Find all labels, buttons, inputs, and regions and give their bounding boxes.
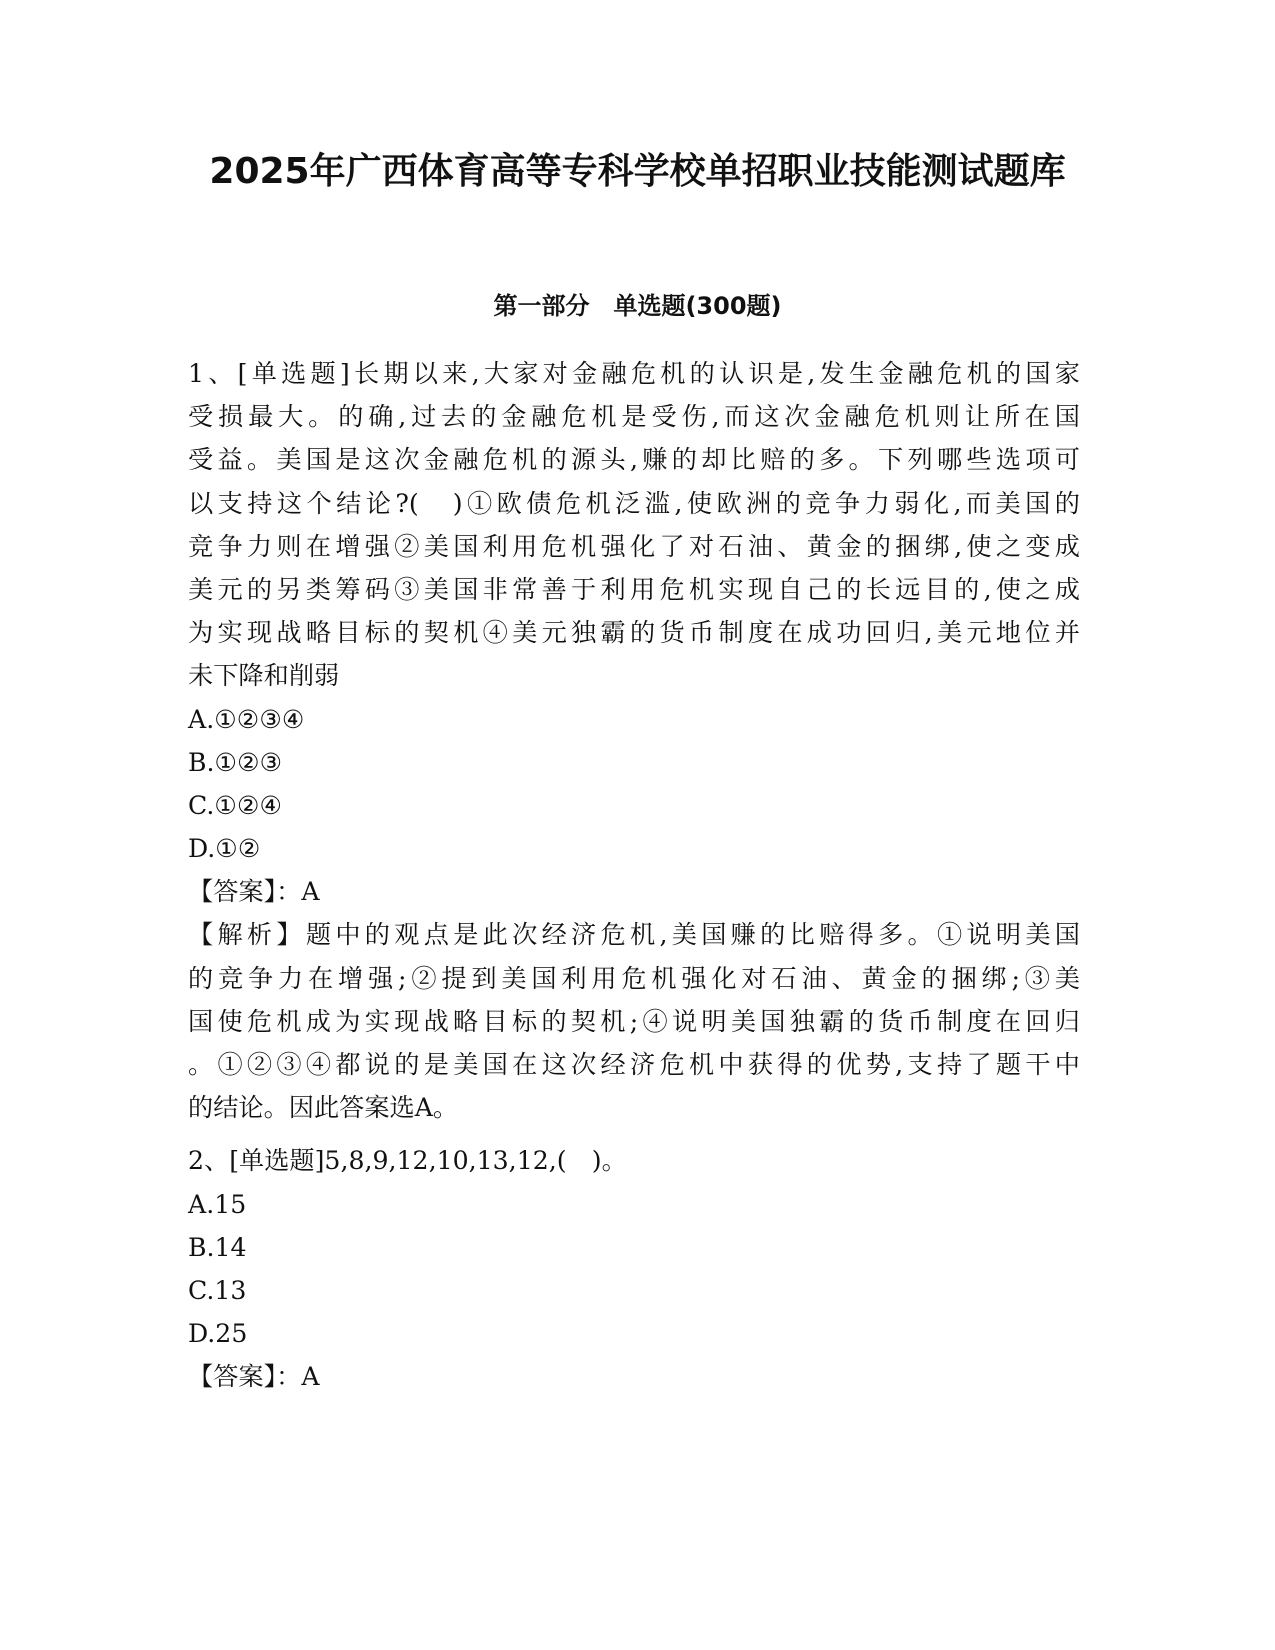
analysis-line: 国使危机成为实现战略目标的契机;④说明美国独霸的货币制度在回归 bbox=[188, 1006, 1080, 1036]
question-stem-line: 为实现战略目标的契机④美元独霸的货币制度在成功回归,美元地位并 bbox=[188, 618, 1080, 648]
question-stem-line: 2、[单选题]5,8,9,12,10,13,12,( )。 bbox=[188, 1146, 627, 1176]
question-1-answer: 【答案】：A bbox=[188, 877, 320, 907]
option-a: A.15 bbox=[188, 1189, 247, 1219]
question-stem-line: 受损最大。的确,过去的金融危机是受伤,而这次金融危机则让所在国 bbox=[188, 402, 1080, 432]
document-body bbox=[188, 352, 1080, 1399]
document-title: 2025年广西体育高等专科学校单招职业技能测试题库 bbox=[209, 151, 1066, 192]
question-2 bbox=[188, 1139, 1080, 1398]
question-stem-line: 1、[单选题]长期以来,大家对金融危机的认识是,发生金融危机的国家 bbox=[188, 359, 1080, 388]
question-stem-line: 美元的另类筹码③美国非常善于利用危机实现自己的长远目的,使之成 bbox=[188, 574, 1080, 604]
analysis-line: 【解析】题中的观点是此次经济危机,美国赚的比赔得多。①说明美国 bbox=[188, 920, 1080, 950]
question-stem-line: 受益。美国是这次金融危机的源头,赚的却比赔的多。下列哪些选项可 bbox=[188, 445, 1080, 475]
analysis-line: 的结论。因此答案选A。 bbox=[188, 1093, 459, 1123]
option-a: A.①②③④ bbox=[188, 704, 305, 734]
question-2-stem bbox=[188, 1139, 1080, 1182]
section-heading: 第一部分 单选题(300题) bbox=[493, 292, 782, 320]
question-1 bbox=[188, 352, 1080, 1129]
question-stem-line: 竞争力则在增强②美国利用危机强化了对石油、黄金的捆绑,使之变成 bbox=[188, 531, 1080, 561]
question-stem-line: 未下降和削弱 bbox=[188, 661, 340, 691]
option-b: B.①②③ bbox=[188, 747, 283, 777]
question-2-options bbox=[188, 1183, 1080, 1356]
option-c: C.13 bbox=[188, 1275, 247, 1305]
question-1-analysis bbox=[188, 913, 1080, 1129]
question-1-stem bbox=[188, 352, 1080, 698]
option-c: C.①②④ bbox=[188, 790, 283, 820]
question-2-answer: 【答案】：A bbox=[188, 1362, 320, 1392]
question-1-options bbox=[188, 698, 1080, 871]
option-d: D.25 bbox=[188, 1319, 248, 1349]
question-spacer bbox=[188, 1129, 1080, 1139]
analysis-line: 的竞争力在增强;②提到美国利用危机强化对石油、黄金的捆绑;③美 bbox=[188, 963, 1080, 993]
option-b: B.14 bbox=[188, 1232, 247, 1262]
question-stem-line: 以支持这个结论?( )①欧债危机泛滥,使欧洲的竞争力弱化,而美国的 bbox=[188, 488, 1080, 518]
option-d: D.①② bbox=[188, 834, 261, 864]
analysis-line: 。①②③④都说的是美国在这次经济危机中获得的优势,支持了题干中 bbox=[188, 1050, 1080, 1079]
